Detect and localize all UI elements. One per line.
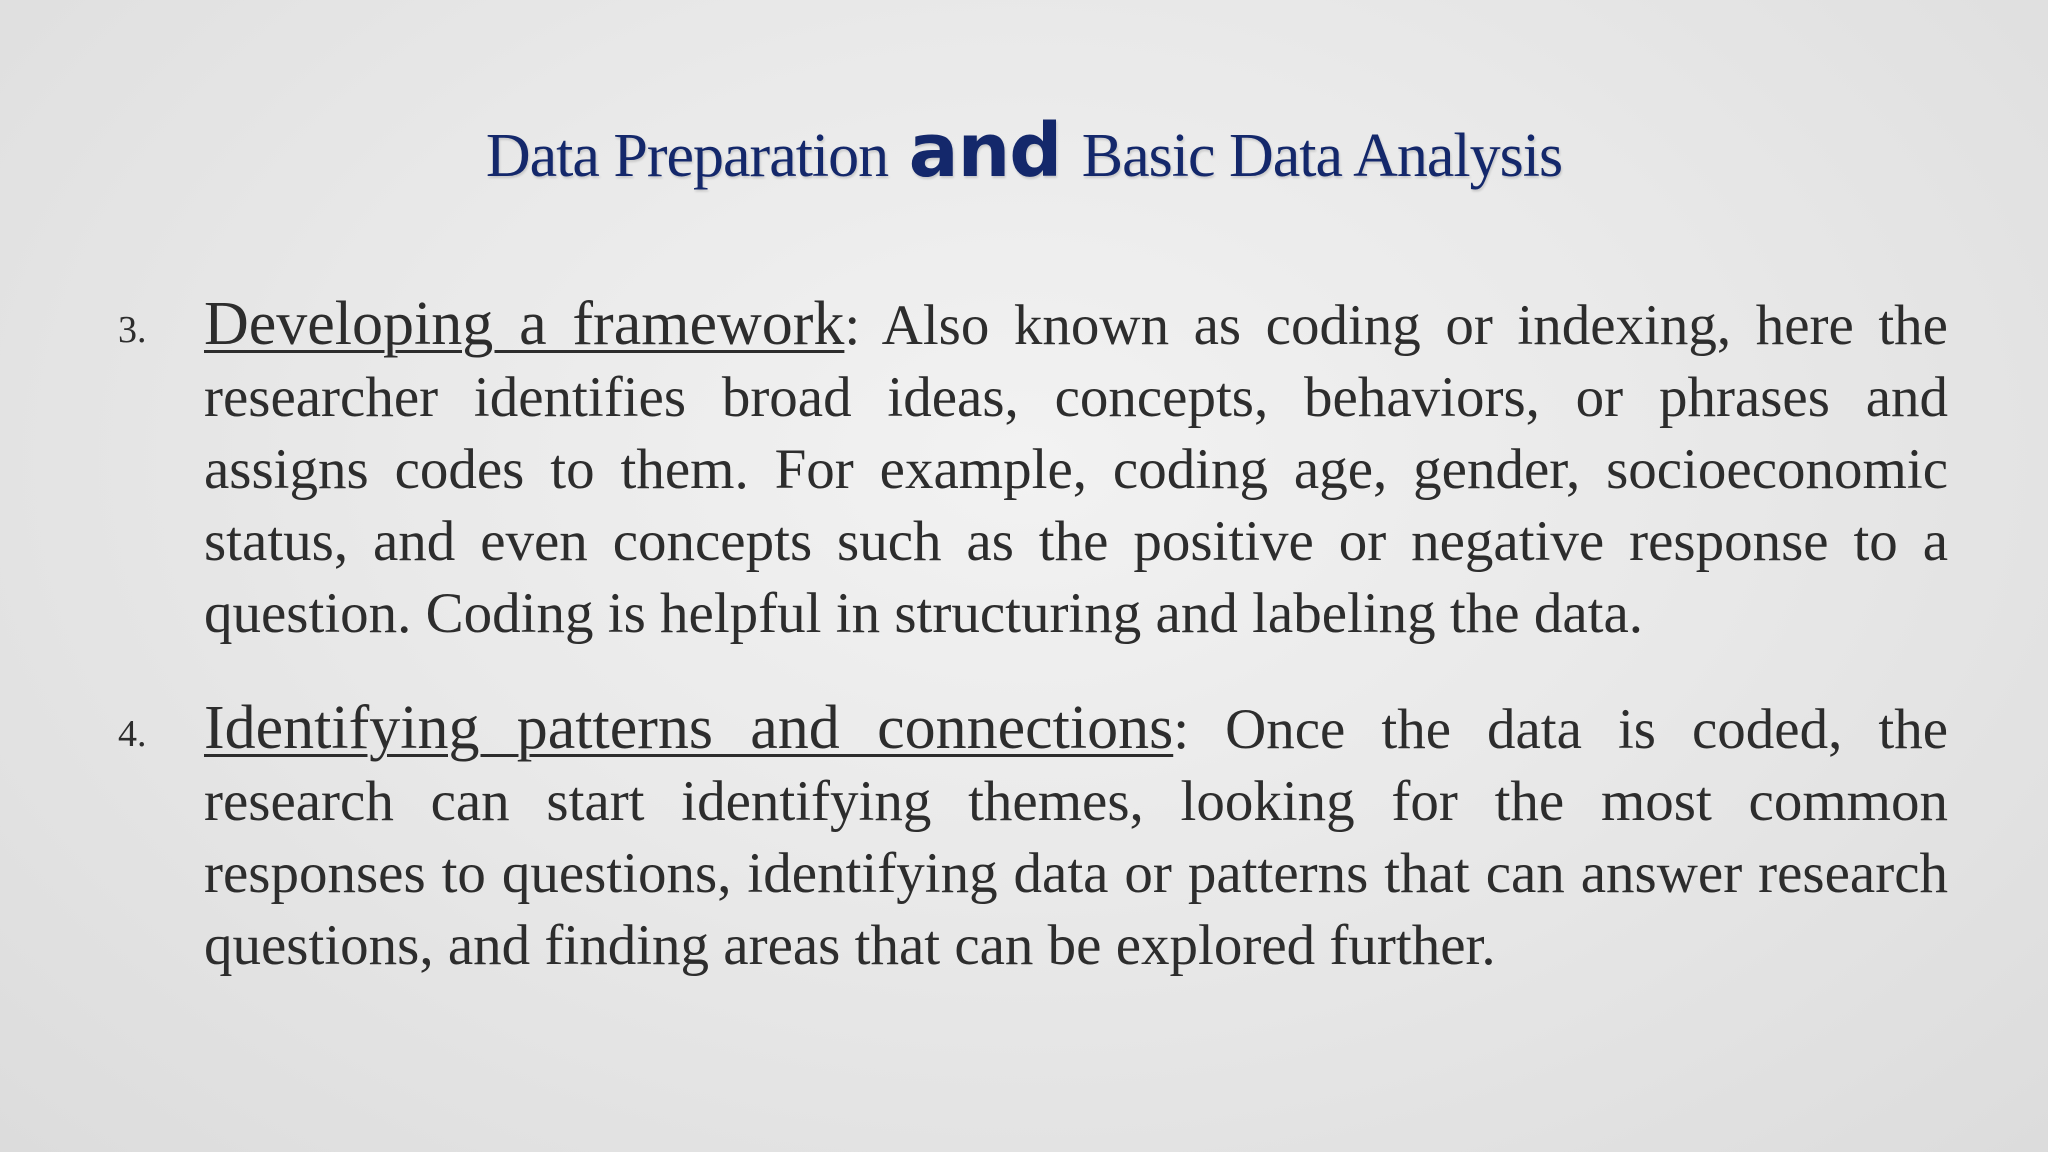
list-item-heading: Identifying patterns and connections <box>204 694 1174 762</box>
slide-title <box>0 108 2048 194</box>
list-item-body <box>204 288 1948 650</box>
title-part-1: Data Preparation <box>485 122 889 190</box>
list-item-number: 4. <box>118 713 147 755</box>
list-item-separator: : <box>844 294 861 357</box>
numbered-list <box>118 288 1948 1024</box>
list-item <box>118 692 1948 982</box>
list-item-text: Also known as coding or indexing, here the researcher identifies broad ideas, concepts, behaviors, or phrases and assigns codes to them. For example, coding age, gender, socioeconomic status, and even concepts such as the positive or negative response to a question. Coding is helpful in structuring and labeling the data. <box>204 294 1948 645</box>
list-item-separator: : <box>1173 698 1190 761</box>
title-part-2: and <box>908 108 1062 194</box>
list-item-text: Once the data is coded, the research can start identifying themes, looking for the most common responses to questions, identifying data or patterns that can answer research questions, and finding areas that can be explored further. <box>204 698 1949 977</box>
list-item <box>118 288 1948 650</box>
list-item-heading: Developing a framework <box>204 290 845 358</box>
title-part-3: Basic Data Analysis <box>1081 122 1563 190</box>
list-item-body <box>204 692 1948 982</box>
list-item-number: 3. <box>118 309 147 351</box>
